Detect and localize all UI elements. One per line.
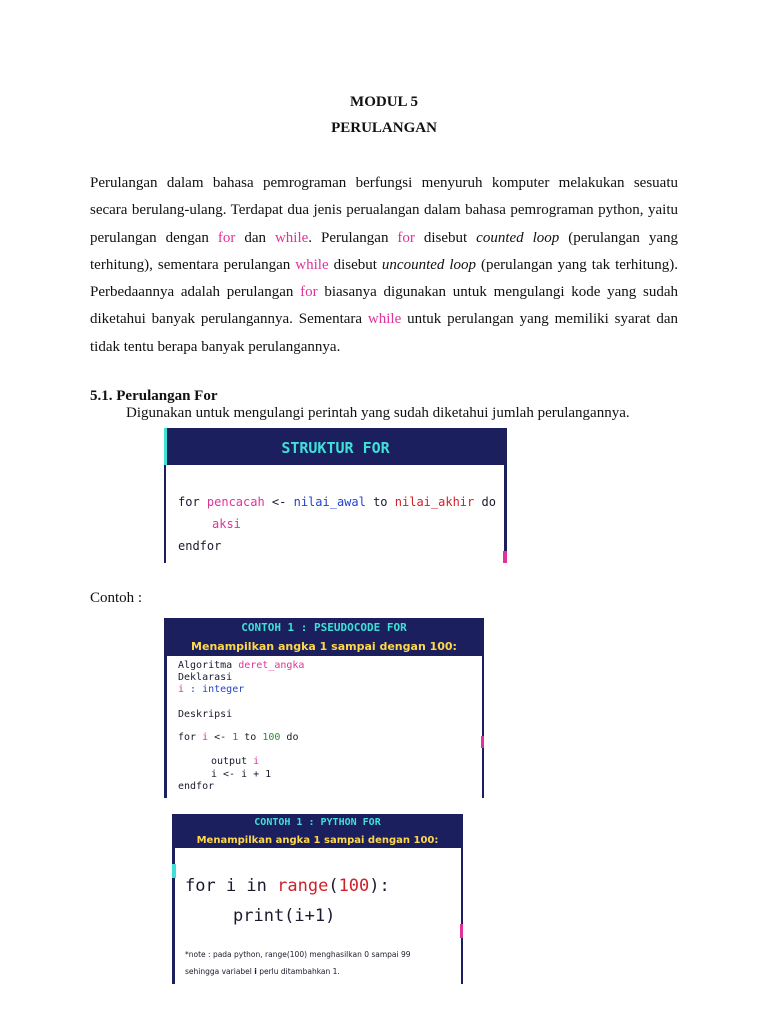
keyword-while: while <box>367 311 402 328</box>
intro-line: terhitung), sementara perulangan while disebut uncounted loop (perulangan yang tak terhitung). <box>90 256 678 273</box>
section-heading: 5.1. Perulangan For <box>90 388 218 404</box>
intro-line: Perulangan dalam bahasa pemrograman berfungsi menyuruh komputer melakukan sesuatu <box>90 175 678 191</box>
intro-line: diketahui banyak perulangannya. Sementara while untuk perulangan yang memiliki syarat dan <box>90 311 678 328</box>
code-area <box>175 848 461 984</box>
code-line: output i <box>211 756 260 767</box>
keyword-for: for <box>397 229 415 246</box>
module-title: MODUL 5 <box>350 94 418 110</box>
code-line: for i <- 1 to 100 do <box>178 732 299 743</box>
figure-header: STRUKTUR FOR <box>281 439 390 457</box>
accent-bar <box>172 864 176 878</box>
code-line: i : integer <box>178 684 245 695</box>
code-area <box>167 656 482 798</box>
accent-bar <box>503 551 507 563</box>
intro-line: tidak tentu berapa banyak perulangannya. <box>90 338 341 355</box>
module-subtitle: PERULANGAN <box>331 120 437 136</box>
accent-bar <box>164 428 167 465</box>
contoh-label: Contoh : <box>90 590 143 606</box>
keyword-for: for <box>300 284 318 301</box>
code-line: Deskripsi <box>178 709 233 720</box>
accent-bar <box>460 924 463 938</box>
code-line: Deklarasi <box>178 672 233 683</box>
code-note: sehingga variabel i perlu ditambahkan 1. <box>185 967 340 976</box>
code-area <box>166 465 504 563</box>
intro-line: Perbedaannya adalah perulangan for biasanya digunakan untuk mengulangi kode yang sudah <box>90 284 678 301</box>
section-description: Digunakan untuk mengulangi perintah yang sudah diketahui jumlah perulangannya. <box>126 405 630 421</box>
code-line: endfor <box>178 539 222 553</box>
intro-line: secara berulang-ulang. Terdapat dua jenis perualangan dalam bahasa pemrograman python, yaitu <box>90 202 678 219</box>
figure-header: CONTOH 1 : PYTHON FOR <box>254 817 381 828</box>
code-note: *note : pada python, range(100) menghasilkan 0 sampai 99 <box>185 950 411 959</box>
keyword-while: while <box>295 256 329 273</box>
code-line: aksi <box>212 517 241 531</box>
pseudocode-example-figure <box>164 618 484 798</box>
code-line: Algoritma deret_angka <box>178 660 305 671</box>
struktur-for-figure <box>164 428 507 563</box>
code-line: for i in range(100): <box>185 876 390 896</box>
figure-subheader: Menampilkan angka 1 sampai dengan 100: <box>196 835 439 846</box>
keyword-for: for <box>217 229 236 246</box>
keyword-while: while <box>274 229 309 246</box>
code-line: for pencacah <- nilai_awal to nilai_akhir do <box>178 495 496 509</box>
code-line: print(i+1) <box>233 906 336 926</box>
figure-subheader: Menampilkan angka 1 sampai dengan 100: <box>191 640 457 653</box>
accent-bar <box>481 736 484 748</box>
figure-header: CONTOH 1 : PSEUDOCODE FOR <box>241 621 407 634</box>
python-example-figure <box>172 814 463 984</box>
intro-paragraph <box>90 170 678 361</box>
intro-line: perulangan dengan for dan while. Perulangan for disebut counted loop (perulangan yang <box>90 229 678 246</box>
code-line: endfor <box>178 781 215 792</box>
code-line: i <- i + 1 <box>211 769 272 780</box>
